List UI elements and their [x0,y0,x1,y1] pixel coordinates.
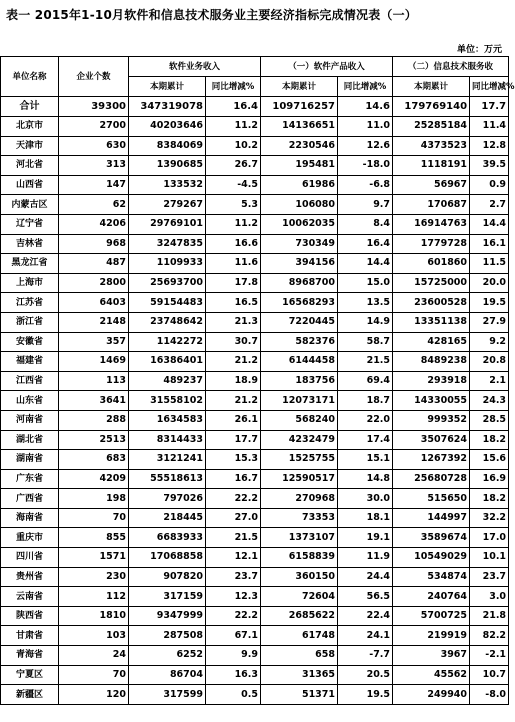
table-row [1,234,509,254]
product-revenue-cell: 16568293 [261,293,338,313]
table-row [1,371,509,391]
table-row [1,214,509,234]
count-cell: 198 [59,489,129,509]
it-service-growth-cell: 2.1 [470,371,509,391]
region-cell: 重庆市 [1,528,59,548]
software-revenue-cell: 797026 [129,489,206,509]
product-revenue-cell: 183756 [261,371,338,391]
software-revenue-cell: 31558102 [129,391,206,411]
software-growth-cell: 21.2 [206,391,261,411]
it-service-growth-cell: 39.5 [470,156,509,176]
product-revenue-cell: 6144458 [261,352,338,372]
it-service-growth-cell: 28.5 [470,410,509,430]
product-revenue-cell: 7220445 [261,312,338,332]
it-service-revenue-cell: 219919 [393,626,470,646]
it-service-growth-cell: -2.1 [470,646,509,666]
it-service-revenue-cell: 428165 [393,332,470,352]
table-row [1,195,509,215]
region-cell: 江西省 [1,371,59,391]
product-growth-cell: 56.5 [338,587,393,607]
product-revenue-cell: 4232479 [261,430,338,450]
product-revenue-cell: 12073171 [261,391,338,411]
software-revenue-cell: 6683933 [129,528,206,548]
count-cell: 113 [59,371,129,391]
count-cell: 4206 [59,214,129,234]
product-revenue-cell: 31365 [261,665,338,685]
it-service-revenue-cell: 10549029 [393,548,470,568]
software-growth-cell: 16.6 [206,234,261,254]
count-cell: 2700 [59,117,129,137]
software-growth-cell: 17.8 [206,273,261,293]
it-service-revenue-cell: 5700725 [393,606,470,626]
region-cell: 天津市 [1,136,59,156]
total-row [1,97,509,117]
count-cell: 357 [59,332,129,352]
count-cell: 112 [59,587,129,607]
software-growth-cell: 10.2 [206,136,261,156]
product-growth-cell: 21.5 [338,352,393,372]
header-current: 本期累计 [261,77,338,97]
software-growth-cell: 16.5 [206,293,261,313]
product-growth-cell: 14.8 [338,469,393,489]
table-row [1,450,509,470]
count-cell: 6403 [59,293,129,313]
count-cell: 39300 [59,97,129,117]
it-service-growth-cell: 14.4 [470,214,509,234]
count-cell: 2800 [59,273,129,293]
software-revenue-cell: 1109933 [129,254,206,274]
it-service-growth-cell: 11.4 [470,117,509,137]
product-growth-cell: -18.0 [338,156,393,176]
software-growth-cell: 67.1 [206,626,261,646]
it-service-growth-cell: 17.7 [470,97,509,117]
region-cell: 广东省 [1,469,59,489]
region-cell: 浙江省 [1,312,59,332]
region-cell: 河北省 [1,156,59,176]
it-service-revenue-cell: 23600528 [393,293,470,313]
software-revenue-cell: 489237 [129,371,206,391]
region-cell: 新疆区 [1,685,59,705]
table-row [1,391,509,411]
region-cell: 青海省 [1,646,59,666]
count-cell: 24 [59,646,129,666]
region-cell: 云南省 [1,587,59,607]
software-revenue-cell: 347319078 [129,97,206,117]
it-service-revenue-cell: 249940 [393,685,470,705]
it-service-revenue-cell: 1779728 [393,234,470,254]
software-revenue-cell: 1142272 [129,332,206,352]
product-growth-cell: 20.5 [338,665,393,685]
table-row [1,606,509,626]
region-cell: 黑龙江省 [1,254,59,274]
header-current: 本期累计 [393,77,470,97]
region-cell: 甘肃省 [1,626,59,646]
region-cell: 贵州省 [1,567,59,587]
count-cell: 968 [59,234,129,254]
software-revenue-cell: 9347999 [129,606,206,626]
software-growth-cell: 11.2 [206,214,261,234]
count-cell: 288 [59,410,129,430]
count-cell: 62 [59,195,129,215]
software-growth-cell: 5.3 [206,195,261,215]
software-growth-cell: 11.2 [206,117,261,137]
it-service-growth-cell: 3.0 [470,587,509,607]
table-row [1,117,509,137]
software-growth-cell: -4.5 [206,175,261,195]
software-growth-cell: 21.5 [206,528,261,548]
product-revenue-cell: 270968 [261,489,338,509]
table-row [1,254,509,274]
product-growth-cell: 18.1 [338,508,393,528]
product-growth-cell: 12.6 [338,136,393,156]
software-growth-cell: 18.9 [206,371,261,391]
product-revenue-cell: 106080 [261,195,338,215]
table-row [1,508,509,528]
software-growth-cell: 23.7 [206,567,261,587]
software-growth-cell: 11.6 [206,254,261,274]
region-cell: 宁夏区 [1,665,59,685]
software-revenue-cell: 1390685 [129,156,206,176]
region-cell: 北京市 [1,117,59,137]
it-service-revenue-cell: 293918 [393,371,470,391]
unit-label: 单位：万元 [456,45,502,55]
software-revenue-cell: 17068858 [129,548,206,568]
it-service-revenue-cell: 170687 [393,195,470,215]
software-revenue-cell: 6252 [129,646,206,666]
product-growth-cell: 17.4 [338,430,393,450]
product-revenue-cell: 1525755 [261,450,338,470]
table-row [1,293,509,313]
header-current: 本期累计 [129,77,206,97]
header-region: 单位名称 [1,57,59,97]
it-service-growth-cell: 24.3 [470,391,509,411]
product-revenue-cell: 6158839 [261,548,338,568]
it-service-growth-cell: 21.8 [470,606,509,626]
product-growth-cell: 14.9 [338,312,393,332]
product-growth-cell: 24.1 [338,626,393,646]
product-growth-cell: 15.1 [338,450,393,470]
software-growth-cell: 21.3 [206,312,261,332]
software-growth-cell: 21.2 [206,352,261,372]
it-service-revenue-cell: 3589674 [393,528,470,548]
it-service-growth-cell: 18.2 [470,489,509,509]
software-revenue-cell: 3247835 [129,234,206,254]
header-it-service-revenue: （二）信息技术服务收 [393,57,509,77]
region-cell: 辽宁省 [1,214,59,234]
header-count: 企业个数 [59,57,129,97]
product-revenue-cell: 394156 [261,254,338,274]
product-revenue-cell: 730349 [261,234,338,254]
table-row [1,587,509,607]
it-service-growth-cell: 20.0 [470,273,509,293]
region-cell: 福建省 [1,352,59,372]
table-row [1,273,509,293]
product-growth-cell: 22.0 [338,410,393,430]
software-growth-cell: 16.7 [206,469,261,489]
software-growth-cell: 9.9 [206,646,261,666]
it-service-growth-cell: 15.6 [470,450,509,470]
software-growth-cell: 15.3 [206,450,261,470]
it-service-growth-cell: 19.5 [470,293,509,313]
software-growth-cell: 12.3 [206,587,261,607]
it-service-revenue-cell: 25285184 [393,117,470,137]
region-cell: 海南省 [1,508,59,528]
region-cell: 内蒙古区 [1,195,59,215]
statistics-table [0,56,515,705]
count-cell: 1571 [59,548,129,568]
it-service-revenue-cell: 1267392 [393,450,470,470]
product-revenue-cell: 1373107 [261,528,338,548]
software-revenue-cell: 317599 [129,685,206,705]
table-row [1,312,509,332]
software-revenue-cell: 25693700 [129,273,206,293]
software-revenue-cell: 8314433 [129,430,206,450]
product-growth-cell: 22.4 [338,606,393,626]
count-cell: 4209 [59,469,129,489]
software-revenue-cell: 317159 [129,587,206,607]
product-revenue-cell: 61748 [261,626,338,646]
product-revenue-cell: 12590517 [261,469,338,489]
software-growth-cell: 16.4 [206,97,261,117]
region-cell: 安徽省 [1,332,59,352]
product-growth-cell: -6.8 [338,175,393,195]
product-growth-cell: -7.7 [338,646,393,666]
software-revenue-cell: 23748642 [129,312,206,332]
count-cell: 313 [59,156,129,176]
region-cell: 湖南省 [1,450,59,470]
it-service-revenue-cell: 601860 [393,254,470,274]
header-yoy: 同比增减% [206,77,261,97]
product-growth-cell: 19.5 [338,685,393,705]
header-yoy: 同比增减% [338,77,393,97]
it-service-revenue-cell: 240764 [393,587,470,607]
it-service-growth-cell: 82.2 [470,626,509,646]
it-service-growth-cell: 27.9 [470,312,509,332]
product-revenue-cell: 658 [261,646,338,666]
it-service-revenue-cell: 179769140 [393,97,470,117]
count-cell: 855 [59,528,129,548]
software-revenue-cell: 133532 [129,175,206,195]
it-service-growth-cell: 16.1 [470,234,509,254]
product-revenue-cell: 51371 [261,685,338,705]
product-growth-cell: 30.0 [338,489,393,509]
product-growth-cell: 13.5 [338,293,393,313]
count-cell: 3641 [59,391,129,411]
count-cell: 2148 [59,312,129,332]
table-row [1,332,509,352]
software-revenue-cell: 59154483 [129,293,206,313]
region-cell: 山西省 [1,175,59,195]
region-cell: 四川省 [1,548,59,568]
count-cell: 230 [59,567,129,587]
table-row [1,685,509,705]
software-growth-cell: 0.5 [206,685,261,705]
software-growth-cell: 27.0 [206,508,261,528]
count-cell: 120 [59,685,129,705]
software-revenue-cell: 907820 [129,567,206,587]
product-growth-cell: 58.7 [338,332,393,352]
count-cell: 147 [59,175,129,195]
product-revenue-cell: 8968700 [261,273,338,293]
it-service-growth-cell: 32.2 [470,508,509,528]
software-growth-cell: 30.7 [206,332,261,352]
count-cell: 2513 [59,430,129,450]
product-revenue-cell: 2685622 [261,606,338,626]
table-row [1,528,509,548]
software-revenue-cell: 29769101 [129,214,206,234]
it-service-revenue-cell: 4373523 [393,136,470,156]
region-cell: 合计 [1,97,59,117]
it-service-growth-cell: -8.0 [470,685,509,705]
count-cell: 70 [59,508,129,528]
product-growth-cell: 16.4 [338,234,393,254]
table-row [1,548,509,568]
product-revenue-cell: 582376 [261,332,338,352]
product-growth-cell: 9.7 [338,195,393,215]
it-service-growth-cell: 12.8 [470,136,509,156]
table-body [1,97,509,705]
it-service-growth-cell: 0.9 [470,175,509,195]
it-service-revenue-cell: 16914763 [393,214,470,234]
product-growth-cell: 18.7 [338,391,393,411]
software-revenue-cell: 1634583 [129,410,206,430]
it-service-revenue-cell: 45562 [393,665,470,685]
region-cell: 河南省 [1,410,59,430]
count-cell: 1469 [59,352,129,372]
header-yoy: 同比增减% [470,77,509,97]
product-growth-cell: 69.4 [338,371,393,391]
it-service-revenue-cell: 999352 [393,410,470,430]
software-revenue-cell: 3121241 [129,450,206,470]
it-service-revenue-cell: 3967 [393,646,470,666]
count-cell: 630 [59,136,129,156]
product-growth-cell: 11.0 [338,117,393,137]
count-cell: 70 [59,665,129,685]
it-service-revenue-cell: 8489238 [393,352,470,372]
table-row [1,469,509,489]
product-revenue-cell: 10062035 [261,214,338,234]
it-service-growth-cell: 16.9 [470,469,509,489]
it-service-growth-cell: 11.5 [470,254,509,274]
table-row [1,665,509,685]
it-service-revenue-cell: 1118191 [393,156,470,176]
it-service-revenue-cell: 3507624 [393,430,470,450]
it-service-growth-cell: 10.1 [470,548,509,568]
table-row [1,646,509,666]
it-service-revenue-cell: 515650 [393,489,470,509]
software-growth-cell: 26.1 [206,410,261,430]
it-service-revenue-cell: 534874 [393,567,470,587]
it-service-growth-cell: 10.7 [470,665,509,685]
software-growth-cell: 17.7 [206,430,261,450]
count-cell: 103 [59,626,129,646]
product-growth-cell: 8.4 [338,214,393,234]
count-cell: 683 [59,450,129,470]
product-revenue-cell: 568240 [261,410,338,430]
region-cell: 广西省 [1,489,59,509]
header-row-1 [1,57,509,77]
count-cell: 1810 [59,606,129,626]
it-service-growth-cell: 23.7 [470,567,509,587]
it-service-revenue-cell: 144997 [393,508,470,528]
it-service-growth-cell: 20.8 [470,352,509,372]
it-service-growth-cell: 18.2 [470,430,509,450]
it-service-growth-cell: 17.0 [470,528,509,548]
product-growth-cell: 19.1 [338,528,393,548]
it-service-revenue-cell: 25680728 [393,469,470,489]
product-revenue-cell: 2230546 [261,136,338,156]
software-revenue-cell: 16386401 [129,352,206,372]
product-revenue-cell: 14136651 [261,117,338,137]
table-row [1,352,509,372]
it-service-revenue-cell: 13351138 [393,312,470,332]
software-revenue-cell: 86704 [129,665,206,685]
software-growth-cell: 16.3 [206,665,261,685]
region-cell: 陕西省 [1,606,59,626]
software-revenue-cell: 218445 [129,508,206,528]
product-revenue-cell: 360150 [261,567,338,587]
product-growth-cell: 24.4 [338,567,393,587]
header-product-revenue: （一）软件产品收入 [261,57,393,77]
product-growth-cell: 14.6 [338,97,393,117]
software-revenue-cell: 279267 [129,195,206,215]
product-revenue-cell: 61986 [261,175,338,195]
product-revenue-cell: 195481 [261,156,338,176]
table-title: 表一 2015年1-10月软件和信息技术服务业主要经济指标完成情况表（一） [6,8,418,22]
region-cell: 湖北省 [1,430,59,450]
table-row [1,430,509,450]
table-row [1,567,509,587]
product-growth-cell: 11.9 [338,548,393,568]
count-cell: 487 [59,254,129,274]
table-row [1,410,509,430]
product-revenue-cell: 73353 [261,508,338,528]
region-cell: 上海市 [1,273,59,293]
table-row [1,175,509,195]
software-revenue-cell: 8384069 [129,136,206,156]
region-cell: 吉林省 [1,234,59,254]
product-growth-cell: 15.0 [338,273,393,293]
region-cell: 江苏省 [1,293,59,313]
software-revenue-cell: 40203646 [129,117,206,137]
it-service-revenue-cell: 14330055 [393,391,470,411]
software-growth-cell: 26.7 [206,156,261,176]
product-revenue-cell: 109716257 [261,97,338,117]
it-service-growth-cell: 2.7 [470,195,509,215]
product-revenue-cell: 72604 [261,587,338,607]
it-service-growth-cell: 9.2 [470,332,509,352]
software-growth-cell: 22.2 [206,606,261,626]
software-revenue-cell: 55518613 [129,469,206,489]
table-row [1,136,509,156]
table-row [1,626,509,646]
it-service-revenue-cell: 56967 [393,175,470,195]
software-growth-cell: 22.2 [206,489,261,509]
product-growth-cell: 14.4 [338,254,393,274]
table-row [1,156,509,176]
it-service-revenue-cell: 15725000 [393,273,470,293]
software-growth-cell: 12.1 [206,548,261,568]
header-software-revenue: 软件业务收入 [129,57,261,77]
software-revenue-cell: 287508 [129,626,206,646]
region-cell: 山东省 [1,391,59,411]
table-row [1,489,509,509]
